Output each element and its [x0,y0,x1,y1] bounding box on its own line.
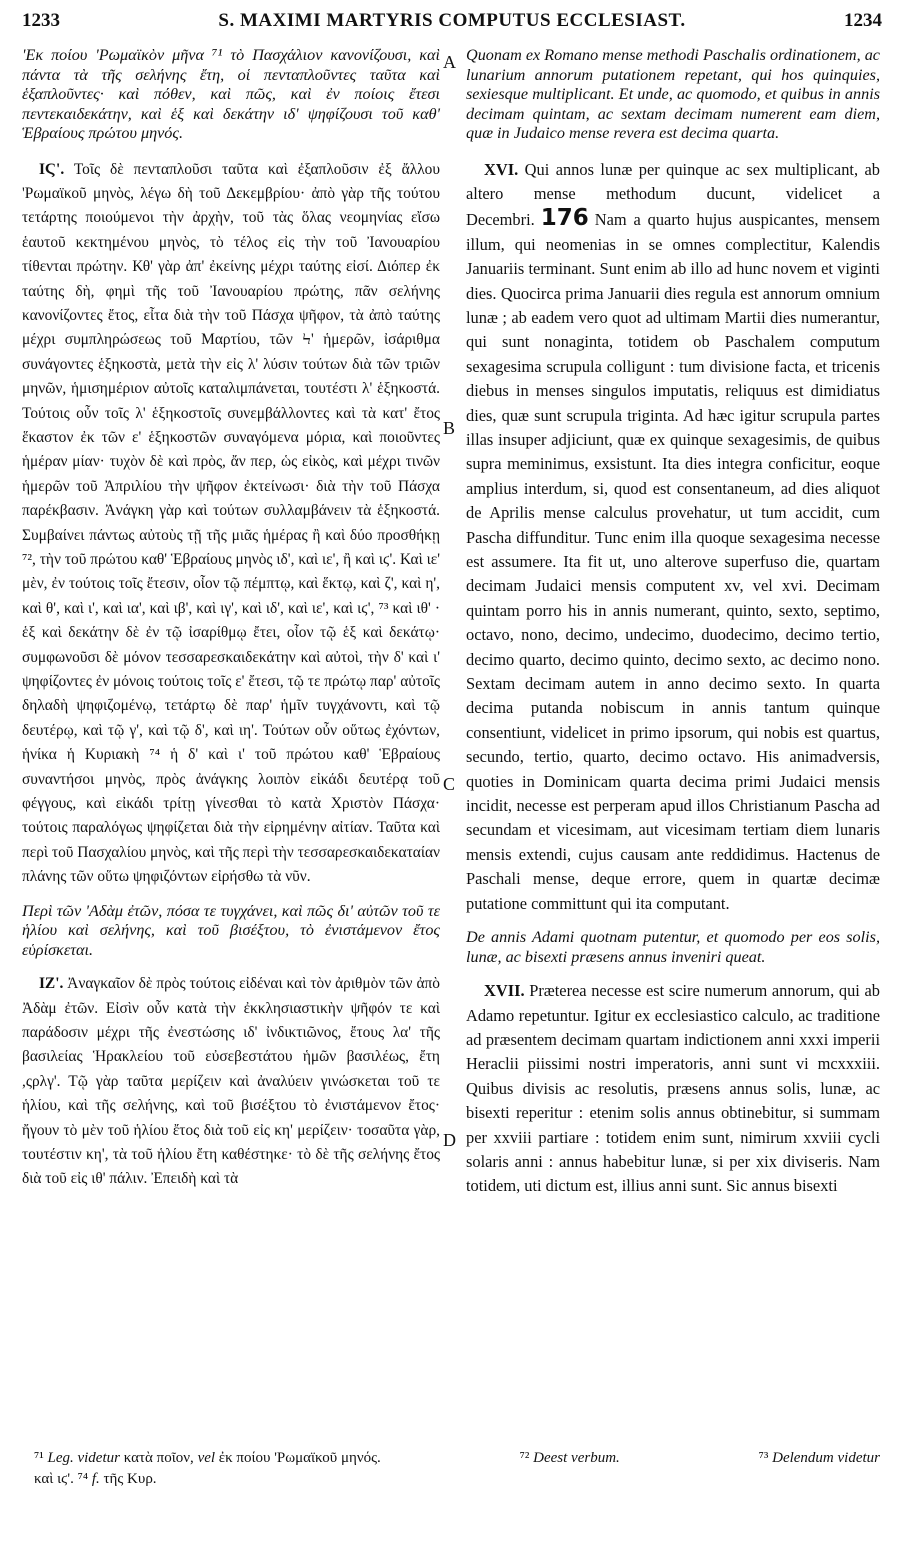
footnote-text: vel [197,1450,216,1466]
column-marker: 176 [540,205,589,232]
latin-column [466,46,880,1199]
greek-column [22,46,440,1192]
margin-letter-d: D [443,1130,456,1150]
latin-lemma: Quonam ex Romano mense methodi Paschalis ordinationem, ac lunarium annorum putationem repetant, qui hos quinquies, sexiesque multiplicant. Et unde, ac quomodo, et quibus in annis decimam quintam, ac sextam decimam numerent eam diem, quæ in Judaico mense revera est decima quarta. [466,46,880,142]
latin-heading-adam: De annis Adami quotnam putentur, et quomodo per eos solis, lunæ, ac bisexti præsens annus inveniri queat. [466,928,880,966]
footnote-72 [520,1448,620,1469]
footnote-number: ⁷¹ [34,1450,44,1466]
footnote-71 [34,1448,381,1469]
latin-section-17 [466,979,880,1199]
section-number: XVI. [484,159,519,179]
greek-heading-adam: Περὶ τῶν 'Αδὰμ ἐτῶν, πόσα τε τυγχάνει, καὶ πῶς δι' αὐτῶν τοῦ τε ἡλίου καὶ σελήνης, καὶ τοῦ βισέξτου, τὸ ἐνιστάμενον ἔτος εὑρίσκεται. [22,901,440,959]
footnote-text: Leg. videtur [47,1450,120,1466]
section-text-b: Nam a quarto hujus auspicantes, mensem illum, qui neomenias in se omnes complectitur, Kalendis Januariis terminant. Sunt enim ab illo ad hunc novem et viginti dies. Quocirca prima Januarii dies regula est annorum omnium lunæ ; ab eadem vero quot ad ultimam Martii dies numerantur, qui sunt nonaginta, totidem ob Paschalem computum sexagesima scrupula colligunt : tum divisione facta, et tricenis diebus in menses singulos imputatis, reliquus est dimidiatus dies, quæ sunt scrupula triginta. Ad hæc igitur scrupula partes illas insuper adjiciunt, quæ ex quinque sexagesimis, de quibus supra meminimus, exsistunt. Ita dies integra conficitur, eoque amplius interdum, si, quod est consentaneum, ad dies aliquot de Aprilis mense calculus provehatur, ut tum accidit, cum Pascha diffunditur. Tunc enim illa quoque sexagesima necesse est assumere. Ita fit ut, uno alterove superfuso die, quartam decimam Judaici mensis computent xv, vel xvi. Decimam quintam porro his in annis numerant, quinto, sexto, septimo, octavo, nono, decimo, undecimo, duodecimo, decimo tertio, decimo quarto, decimo quinto, decimo sexto, ac decimo nono. Sextam decimam autem in anno decimo sexto. In quarta decima putanda nobiscum in annis tantum quinque consentiunt, videlicet in primo ipsorum, qui nobis est quartus, secundo, tertio, quarto, decimo octavo. His animadversis, quoties in Dominicam quarta decima primi Judaici mensis incidit, necesse est perperam apud illos Christianum Pascha ad secundam et vicesimam, aut vicesimam tertiam diem lunaris mensis extendi, cujus causam ante reddidimus. Hactenus de Paschali mense, deque errore, quem in quartæ decimæ putatione committunt qui ita computant. [466,210,880,913]
footnote-number: ⁷² [519,1450,530,1466]
section-number: ΙΖ'. [38,975,64,993]
footnote-number: ⁷⁴ [77,1471,89,1487]
margin-letter-b: B [443,418,456,438]
greek-section-16 [22,158,440,890]
footnotes [34,1448,880,1490]
footnote-text: Deest verbum. [533,1450,620,1466]
footnote-line-1 [34,1448,880,1469]
footnote-text: f. [91,1471,100,1487]
margin-letter-c: C [443,774,456,794]
footnote-line-2 [34,1469,880,1490]
greek-section-17 [22,972,440,1192]
page-number-right: 1234 [844,10,882,31]
section-text: Ἀναγκαῖον δὲ πρὸς τούτοις εἰδέναι καὶ τὸν ἀριθμὸν τῶν ἀπὸ Ἀδὰμ ἐτῶν. Εἰσὶν οὖν κατὰ τὴν ἐκκλησιαστικὴν ψῆφόν τε καὶ παράδοσιν μέχρι τῆς ἐνεστώσης ιδ' ἰνδικτιῶνος, ἔτους λα' τῆς βασιλείας Ἡρακλείου τοῦ εὐσεβεστάτου ἡμῶν βασιλέως, ἔτη ,ςρλγ'. Τῷ γὰρ ταῦτα μερίζειν καὶ ἀναλύειν γινώσκεται τοῦ τε ἡλίου, καὶ τῆς σελήνης, καὶ τοῦ βισέξτου τὸ ἐνιστάμενον ἔτος· ἤγουν τὸ μὲν τοῦ ἡλίου ἔτος διὰ τοῦ εἰς κη' μερίζειν· τοσαῦτα γὰρ, τουτέστιν κη', τὰ τοῦ ἡλίου ἔτη καθέστηκε· τὸ δὲ τῆς σελήνης ἔτος διὰ τοῦ εἰς ιθ' πάλιν. Ἐπειδὴ καὶ τὰ [22,975,440,1188]
footnote-74 [78,1471,157,1487]
section-text: Præterea necesse est scire numerum annorum, qui ab Adamo repetuntur. Igitur ex ecclesiastico calculo, ac traditione ad præsentem decimam quartam indictionem anni xxxi imperii Heraclii piissimi nostri imperatoris, anni sunt vi mcxxxiii. Quibus divisis ac resolutis, præsens annus solis, lunæ, ac bisexti reperitur : etenim solis annus obtinebitur, si summam per xxviii partiare : totidem enim sunt, nimirum xxviii cycli solaris anni : annus habebitur lunæ, si per xix diviseris. Nam totidem, uti dictum est, illius anni sunt. Sic annus bisexti [466,981,880,1196]
section-text-a: Qui annos lunæ per quinque ac sex multiplicant, ab altero mense methodum ducunt, videlicet a Decembri. [466,159,880,230]
footnote-text: καὶ ιϛ'. [34,1471,74,1487]
section-text: Τοῖς δὲ πενταπλοῦσι ταῦτα καὶ ἐξαπλοῦσιν ἐξ ἄλλου 'Ρωμαϊκοῦ μηνὸς, λέγω δὴ τοῦ Δεκεμβρίου· ἀπὸ γὰρ τῆς τούτου τετάρτης ποιούμενοι τὴν ἀρχὴν, τοῦ τὰς ὅλας νεομηνίας εἴσω ἑαυτοῦ κεκτημένου μηνὸς, τὸ τέλος εἰς τὴν τοῦ Ἰανουαρίου τίθενται πρώτην. Κθ' γὰρ ἀπ' ἐκείνης μέχρι ταύτης εἰσί. Διόπερ ἐκ ταύτης δὴ, φημὶ τῆς τοῦ Ἰανουαρίου πρώτης, πᾶν σελήνης κανονίζοντες ἔτος, εἶτα διὰ τὴν τοῦ Πάσχα ψῆφον, τὰ ἀπὸ ταύτης μέχρι συμπληρώσεως τοῦ Μαρτίου, τῶν Ϟ' ἡμερῶν, ἰσάριθμα συνάγοντες ἑξηκοστὰ, μετὰ τὴν εἰς λ' λύσιν τούτων διὰ τῶν τριῶν μηνῶν, ἡμισημέριον αὐτοῖς καταλιμπάνεται, τουτέστι λ' ἑξηκοστά. Τούτοις οὖν τοῖς λ' ἑξηκοστοῖς συνεμβάλλοντες καὶ τὰ κατ' ἔτος ἕκαστον ἐκ τῶν ε' ἑξηκοστῶν συναγόμενα μόρια, καὶ ποιοῦντες ἡμέραν μίαν· τυχὸν δὲ καὶ πρὸς, ἄν περ, ὡς εἰκὸς, καὶ μέχρι τινῶν ἡμερῶν τοῦ Ἀπριλίου τὴν ψῆφον ἐκτείνωσι· διὰ τὴν τοῦ Πάσχα παρέκβασιν. Ἀνάγκη γὰρ καὶ τούτων συλλαμβάνειν τὰ ἑξηκοστά. Συμβαίνει πάντως αὐτοὺς τῇ τῆς μιᾶς ἡμέρας ἢ καὶ δύο προσθήκῃ ⁷², τὴν τοῦ πρώτου καθ' Ἑβραίους μηνὸς ιδ', καὶ ιε', ἢ καὶ ιϛ'. Καὶ ιε' μὲν, ἐν τούτοις τοῖς ἔτεσιν, οἷον τῷ πέμπτῳ, καὶ ἕκτῳ, καὶ ζ', καὶ η', καὶ θ', καὶ ι', καὶ ια', καὶ ιβ', καὶ ιγ', καὶ ιδ', καὶ ιε', καὶ ιϛ', ⁷³ καὶ ιθ' · ἑξ καὶ δεκάτην δὲ ἐν τῷ ἰσαρίθμῳ ἔτει, οἷον τῷ ἑξ καὶ δεκάτῳ· συμφωνοῦσι δὲ μόνον τεσσαρεσκαιδεκάτην καὶ αὐτοὶ, τὴν δ' καὶ ι' ψηφίζοντες ἐν μόνοις τούτοις τοῖς ε' ἔτεσι, τῷ τε πρώτῳ παρ' αὐτοῖς δηλαδὴ ψηφιζομένῳ, τετάρτῳ δὲ παρ' ἡμῖν τυγχάνοντι, καὶ τῷ δευτέρῳ, καὶ τῷ γ', καὶ τῷ δ', καὶ ιη'. Τούτων οὖν οὕτως ἐχόντων, ἡνίκα ἡ Κυριακὴ ⁷⁴ ἡ δ' καὶ ι' τοῦ πρώτου καθ' Ἑβραίους συναντήσοι μηνὸς, πρὸς ἀνάγκης λοιπὸν εἰκάδι δευτέρᾳ τοῦ φέγγους, καὶ εἰκάδι τρίτῃ γίνεσθαι τὸ κατὰ Χριστὸν Πάσχα· τούτοις παραλόγως ψηφίζεται διὰ τὴν εἰρημένην αἰτίαν. Ταῦτα καὶ περὶ τοῦ Πασχαλίου μηνὸς, καὶ τῆς περὶ τὴν τεσσαρεσκαιδεκαταίαν πλάνης τῶν οὕτω ψηφιζόντων εἰρήσθω τὰ νῦν. [22,160,440,886]
latin-section-16 [466,158,880,917]
margin-letter-a: A [443,52,456,72]
running-title: S. MAXIMI MARTYRIS COMPUTUS ECCLESIAST. [218,10,686,31]
footnote-number: ⁷³ [758,1450,769,1466]
section-number: XVII. [484,981,525,1001]
section-number: ΙϚ'. [38,160,65,178]
footnote-text: τῆς Κυρ. [103,1471,157,1487]
footnote-text: ἐκ ποίου 'Ρωμαϊκοῦ μηνός. [218,1450,381,1466]
footnote-73 [759,1448,880,1469]
running-header [22,8,882,34]
page-number-left: 1233 [22,10,60,31]
footnote-text: κατὰ ποῖον, [123,1450,194,1466]
footnote-text: Delendum videtur [772,1450,880,1466]
greek-lemma: 'Εκ ποίου 'Ρωμαϊκὸν μῆνα ⁷¹ τὸ Πασχάλιον κανονίζουσι, καὶ πάντα τὰ τῆς σελήνης ἔτη, οἱ πενταπλοῦντες ταῦτα καὶ ἑξαπλοῦντες· καὶ πόθεν, καὶ πῶς, καὶ ἐν ποίοις ἔτεσι πεντεκαιδεκάτην, καὶ ἑξ καὶ δεκάτην ιδ' ψηφίζουσι τοῦ καθ' Ἑβραίους πρώτου μηνός. [22,46,440,142]
